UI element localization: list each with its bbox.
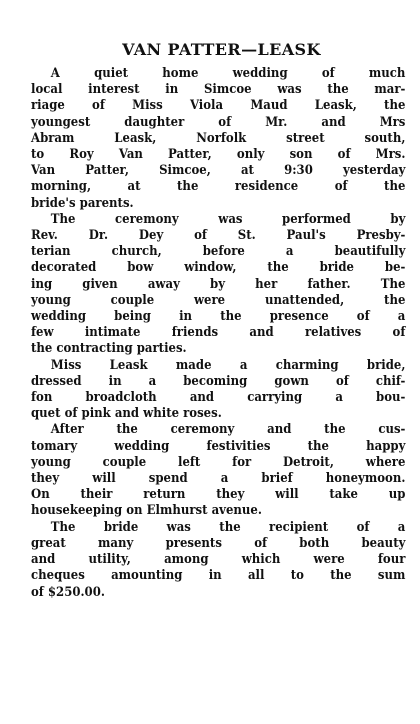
article-line: Miss Leask made a charming bride, <box>50 357 406 373</box>
article-line: morning, at the residence of the <box>31 179 406 195</box>
article-line: young couple left for Detroit, where <box>31 454 406 470</box>
article-line: ing given away by her father. The <box>31 276 406 292</box>
article-line: wedding being in the presence of a <box>31 309 406 325</box>
article-line: decorated bow window, the bride be- <box>31 260 406 276</box>
article-line: Abram Leask, Norfolk street south, <box>31 130 406 146</box>
article-paragraph-3 <box>31 358 406 423</box>
article-paragraph-1 <box>31 66 406 212</box>
article-line: few intimate friends and relatives of <box>31 325 406 341</box>
article-line: they will spend a brief honeymoon. <box>31 471 406 487</box>
article-line: After the ceremony and the cus- <box>50 422 406 438</box>
article-line: dressed in a becoming gown of chif- <box>31 373 406 389</box>
article-line: cheques amounting in all to the sum <box>31 568 406 584</box>
article-paragraph-4 <box>31 422 406 519</box>
article-line: great many presents of both beauty <box>31 535 406 551</box>
article-paragraph-5 <box>31 520 406 601</box>
article-line: Rev. Dr. Dey of St. Paul's Presby- <box>31 228 406 244</box>
article-line: bride's parents. <box>31 195 134 211</box>
article-line: to Roy Van Patter, only son of Mrs. <box>31 147 406 163</box>
article-line: quet of pink and white roses. <box>31 406 222 422</box>
article-line: tomary wedding festivities the happy <box>31 438 406 454</box>
article-line: youngest daughter of Mr. and Mrs <box>31 114 406 130</box>
article-line: of $250.00. <box>31 584 105 600</box>
article-line: young couple were unattended, the <box>31 292 406 308</box>
article-line: On their return they will take up <box>31 487 406 503</box>
article-line: terian church, before a beautifully <box>31 244 406 260</box>
article-line: The bride was the recipient of a <box>50 519 406 535</box>
article-line: local interest in Simcoe was the mar- <box>31 82 406 98</box>
article-line: The ceremony was performed by <box>50 211 406 227</box>
article-line: A quiet home wedding of much <box>50 66 406 81</box>
article-line: and utility, among which were four <box>31 552 406 568</box>
article-line: fon broadcloth and carrying a bou- <box>31 390 406 406</box>
article-headline: VAN PATTER—LEASK <box>122 40 321 59</box>
article-line: Van Patter, Simcoe, at 9:30 yesterday <box>31 163 406 179</box>
article-paragraph-2 <box>31 212 406 358</box>
article-line: the contracting parties. <box>31 341 187 357</box>
article-line: riage of Miss Viola Maud Leask, the <box>31 98 406 114</box>
article-line: housekeeping on Elmhurst avenue. <box>31 503 262 519</box>
